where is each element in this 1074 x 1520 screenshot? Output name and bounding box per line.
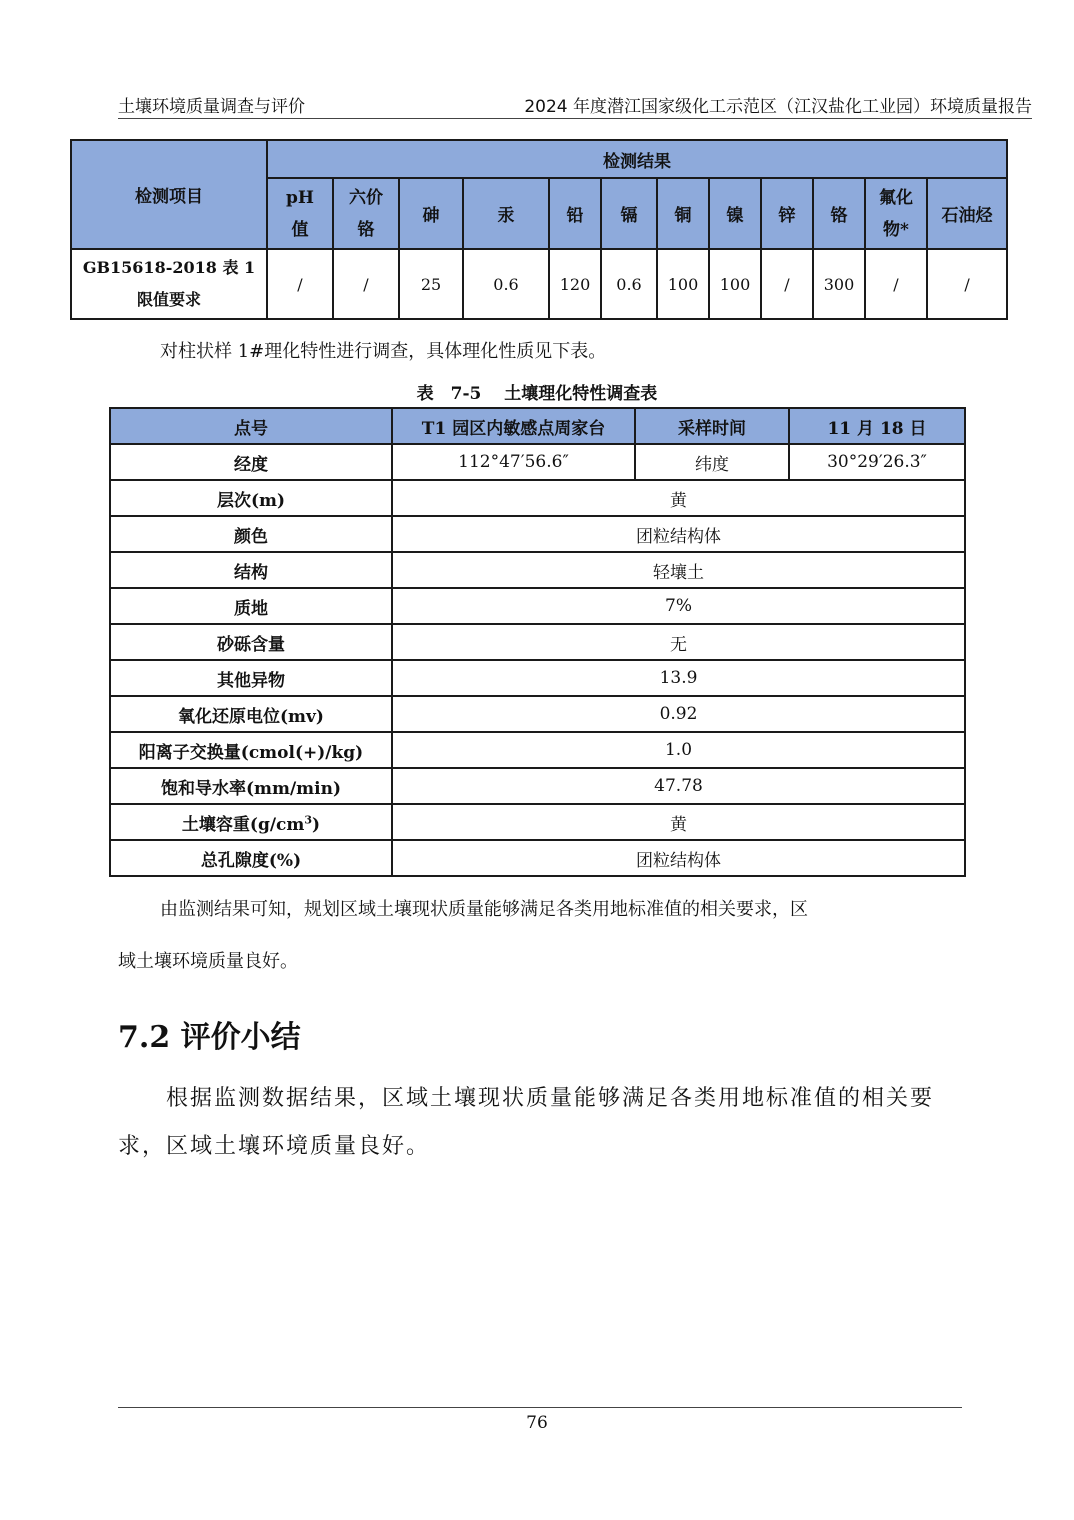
table-cell: /	[865, 249, 927, 319]
row-label: GB15618-2018 表 1 限值要求	[71, 249, 267, 319]
conclusion-line-1: 由监测结果可知，规划区域土壤现状质量能够满足各类用地标准值的相关要求，区	[160, 899, 808, 920]
table-cell: /	[333, 249, 399, 319]
table-cell: 100	[709, 249, 761, 319]
sampling-date: 11 月 18 日	[789, 408, 965, 444]
property-label: 结构	[110, 552, 392, 588]
col-nickel: 镍	[709, 178, 761, 249]
property-value: 黄	[392, 480, 965, 516]
point-header: 点号	[110, 408, 392, 444]
property-value: 47.78	[392, 768, 965, 804]
longitude-value: 112°47′56.6″	[392, 444, 635, 480]
property-label: 质地	[110, 588, 392, 624]
section-body: 根据监测数据结果，区域土壤现状质量能够满足各类用地标准值的相关要求，区域土壤环境质量良好。	[118, 1086, 935, 1159]
intro-paragraph: 对柱状样 1#理化特性进行调查，具体理化性质见下表。	[160, 341, 607, 362]
header-right: 2024 年度潜江国家级化工示范区（江汉盐化工业园）环境质量报告	[524, 97, 1032, 117]
property-label: 砂砾含量	[110, 624, 392, 660]
col-fluoride: 氟化 物*	[865, 178, 927, 249]
col-zinc: 锌	[761, 178, 813, 249]
section-title: 7.2 评价小结	[118, 1020, 301, 1055]
footer-rule	[118, 1407, 962, 1408]
property-value: 团粒结构体	[392, 840, 965, 876]
col-chromium: 铬	[813, 178, 865, 249]
result-group-header: 检测结果	[267, 140, 1007, 178]
table-cell: 0.6	[601, 249, 657, 319]
limit-values-table	[70, 139, 1008, 320]
col-chromium-vi: 六价 铬	[333, 178, 399, 249]
point-name: T1 园区内敏感点周家台	[392, 408, 635, 444]
col-copper: 铜	[657, 178, 709, 249]
property-value: 13.9	[392, 660, 965, 696]
sampling-time-header: 采样时间	[635, 408, 789, 444]
property-label: 饱和导水率(mm/min)	[110, 768, 392, 804]
property-value: 无	[392, 624, 965, 660]
table-cell: 100	[657, 249, 709, 319]
col-lead: 铅	[549, 178, 601, 249]
property-value: 7%	[392, 588, 965, 624]
col-ph: pH 值	[267, 178, 333, 249]
property-value: 0.92	[392, 696, 965, 732]
property-value: 轻壤土	[392, 552, 965, 588]
property-label: 阳离子交换量(cmol(+)/kg)	[110, 732, 392, 768]
property-value: 团粒结构体	[392, 516, 965, 552]
header-left: 土壤环境质量调查与评价	[118, 97, 305, 117]
table-cell: /	[927, 249, 1007, 319]
col-arsenic: 砷	[399, 178, 463, 249]
property-label: 总孔隙度(%)	[110, 840, 392, 876]
property-value: 黄	[392, 804, 965, 840]
page-number: 76	[526, 1413, 548, 1433]
table-cell: 25	[399, 249, 463, 319]
col-petroleum: 石油烃	[927, 178, 1007, 249]
property-label: 层次(m)	[110, 480, 392, 516]
header-rule	[118, 118, 1032, 119]
table-cell: /	[267, 249, 333, 319]
col-mercury: 汞	[463, 178, 549, 249]
property-label: 颜色	[110, 516, 392, 552]
table-cell: 120	[549, 249, 601, 319]
table-cell: /	[761, 249, 813, 319]
property-value: 1.0	[392, 732, 965, 768]
item-header: 检测项目	[71, 140, 267, 249]
property-label: 其他异物	[110, 660, 392, 696]
col-cadmium: 镉	[601, 178, 657, 249]
table-cell: 0.6	[463, 249, 549, 319]
table-cell: 300	[813, 249, 865, 319]
soil-properties-table	[109, 407, 966, 877]
table-caption: 表 7-5 土壤理化特性调查表	[416, 384, 658, 404]
longitude-label: 经度	[110, 444, 392, 480]
property-label: 土壤容重$(g/cm^3)$	[110, 804, 392, 840]
conclusion-line-2: 域土壤环境质量良好。	[118, 951, 298, 972]
latitude-label: 纬度	[635, 444, 789, 480]
property-label: 氧化还原电位(mv)	[110, 696, 392, 732]
latitude-value: 30°29′26.3″	[789, 444, 965, 480]
